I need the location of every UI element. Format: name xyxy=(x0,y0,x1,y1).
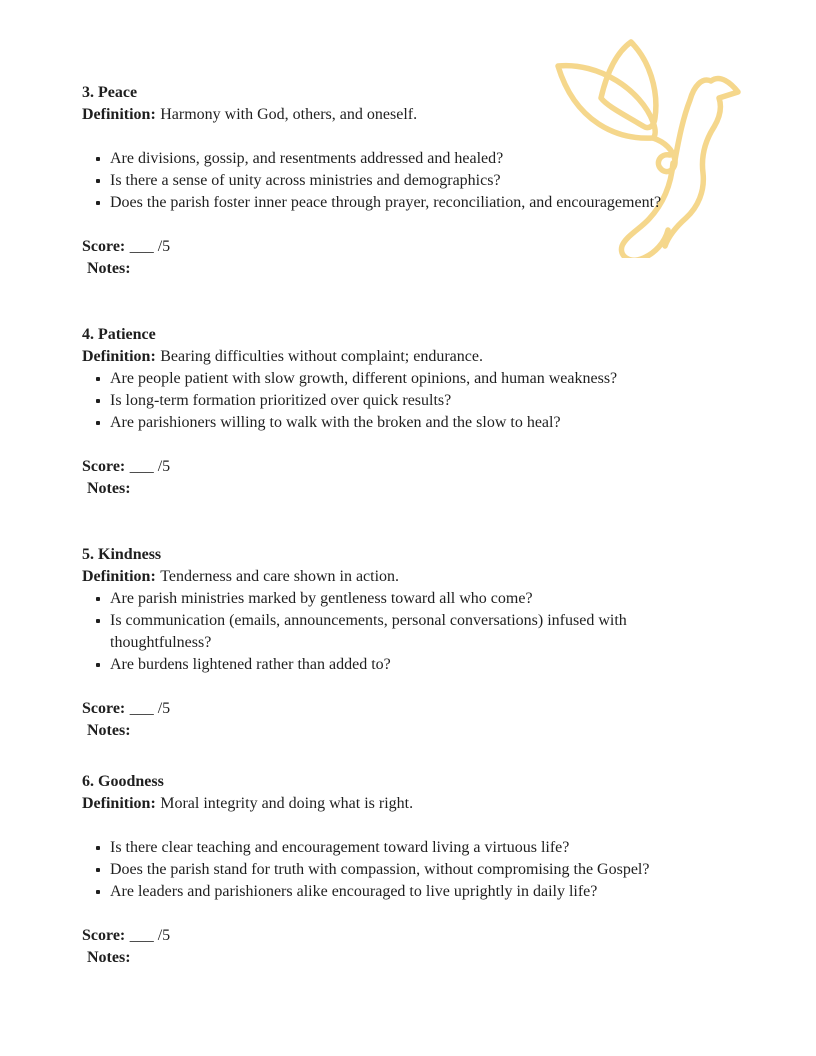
score-line xyxy=(82,925,738,947)
section-peace xyxy=(82,82,738,280)
question-item: Are parish ministries marked by gentleness toward all who come? xyxy=(96,588,736,610)
definition-line xyxy=(82,104,738,126)
question-item: Are people patient with slow growth, different opinions, and human weakness? xyxy=(96,368,736,390)
score-label: Score: xyxy=(82,238,126,255)
score-blank: ___ /5 xyxy=(129,700,171,717)
score-blank: ___ /5 xyxy=(129,458,171,475)
question-item: Is there clear teaching and encouragement toward living a virtuous life? xyxy=(96,837,736,859)
question-list xyxy=(82,148,738,214)
question-item: Are parishioners willing to walk with the broken and the slow to heal? xyxy=(96,412,736,434)
question-item: Does the parish stand for truth with compassion, without compromising the Gospel? xyxy=(96,859,736,881)
section-heading: 4. Patience xyxy=(82,326,156,343)
score-line xyxy=(82,456,738,478)
question-item: Is communication (emails, announcements, personal conversations) infused with thoughtfulness? xyxy=(96,610,674,654)
definition-line xyxy=(82,566,738,588)
section-heading: 5. Kindness xyxy=(82,546,162,563)
section-heading: 3. Peace xyxy=(82,84,138,101)
definition-label: Definition: xyxy=(82,106,156,123)
score-blank: ___ /5 xyxy=(129,238,171,255)
question-item: Are leaders and parishioners alike encouraged to live uprightly in daily life? xyxy=(96,881,736,903)
score-label: Score: xyxy=(82,927,126,944)
definition-text: Tenderness and care shown in action. xyxy=(160,568,400,585)
score-blank: ___ /5 xyxy=(129,927,171,944)
score-line xyxy=(82,698,738,720)
section-kindness xyxy=(82,544,738,742)
notes-label: Notes: xyxy=(87,480,131,497)
question-item: Is there a sense of unity across ministries and demographics? xyxy=(96,170,736,192)
question-item: Are divisions, gossip, and resentments addressed and healed? xyxy=(96,148,736,170)
score-label: Score: xyxy=(82,700,126,717)
question-list xyxy=(82,368,738,434)
question-item: Are burdens lightened rather than added to? xyxy=(96,654,736,676)
definition-label: Definition: xyxy=(82,568,156,585)
section-goodness xyxy=(82,771,738,969)
definition-text: Moral integrity and doing what is right. xyxy=(160,795,414,812)
definition-label: Definition: xyxy=(82,348,156,365)
question-item: Is long-term formation prioritized over quick results? xyxy=(96,390,736,412)
score-line xyxy=(82,236,738,258)
notes-label: Notes: xyxy=(87,949,131,966)
notes-label: Notes: xyxy=(87,260,131,277)
definition-label: Definition: xyxy=(82,795,156,812)
definition-line xyxy=(82,793,738,815)
definition-text: Harmony with God, others, and oneself. xyxy=(160,106,418,123)
document-content xyxy=(82,82,738,969)
definition-line xyxy=(82,346,738,368)
definition-text: Bearing difficulties without complaint; endurance. xyxy=(160,348,483,365)
question-list xyxy=(82,588,738,676)
question-item: Does the parish foster inner peace through prayer, reconciliation, and encouragement? xyxy=(96,192,674,214)
score-label: Score: xyxy=(82,458,126,475)
notes-label: Notes: xyxy=(87,722,131,739)
section-patience xyxy=(82,324,738,500)
section-heading: 6. Goodness xyxy=(82,773,164,790)
question-list xyxy=(82,837,738,903)
